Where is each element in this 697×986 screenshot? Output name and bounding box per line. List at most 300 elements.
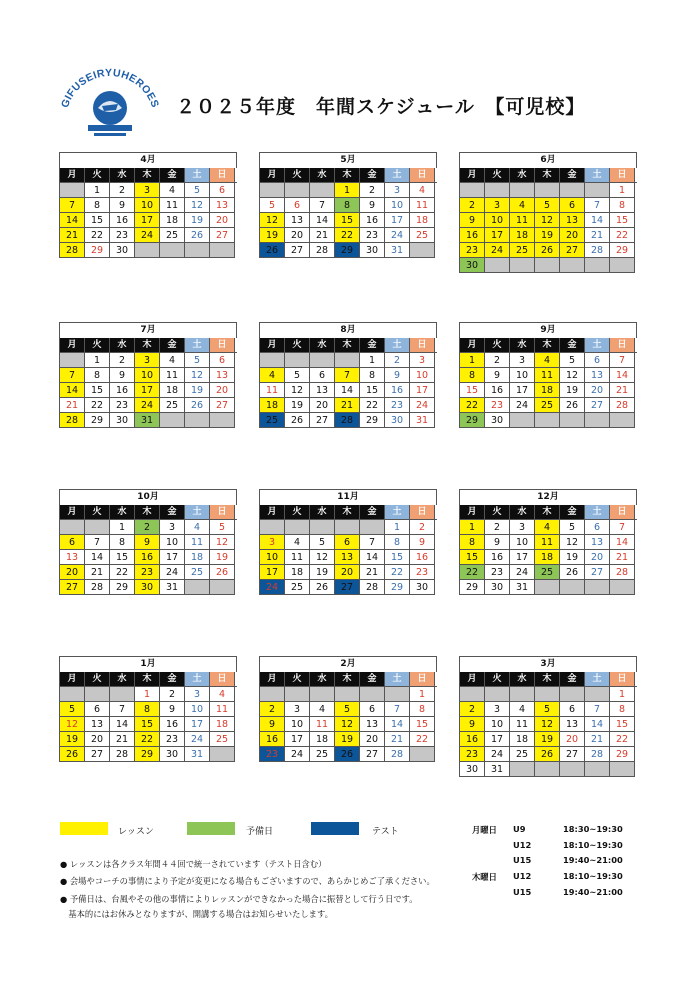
day-cell: 18	[410, 213, 435, 228]
day-cell: 22	[460, 565, 485, 580]
weekday-label: 月	[60, 672, 85, 686]
day-cell: 6	[310, 368, 335, 383]
weekday-label: 木	[535, 505, 560, 519]
day-cell: 26	[310, 580, 335, 595]
day-cell: 4	[210, 687, 235, 702]
month-title: 12月	[459, 489, 637, 505]
day-cell: 28	[610, 565, 635, 580]
weekday-label: 月	[260, 672, 285, 686]
day-cell: 12	[260, 213, 285, 228]
day-cell: 21	[585, 228, 610, 243]
weekday-label: 火	[285, 505, 310, 519]
empty-cell	[560, 687, 585, 702]
weekday-header	[459, 672, 637, 686]
day-cell: 1	[410, 687, 435, 702]
day-cell: 17	[160, 550, 185, 565]
day-cell: 29	[85, 413, 110, 428]
day-cell: 13	[285, 213, 310, 228]
day-cell: 20	[85, 732, 110, 747]
month-title: 7月	[59, 322, 237, 338]
day-cell: 19	[210, 550, 235, 565]
day-cell: 9	[360, 198, 385, 213]
day-cell: 12	[60, 717, 85, 732]
day-cell: 3	[485, 198, 510, 213]
day-cell: 7	[610, 520, 635, 535]
empty-cell	[410, 747, 435, 762]
weekday-label: 木	[335, 338, 360, 352]
empty-cell	[360, 520, 385, 535]
day-cell: 26	[260, 243, 285, 258]
day-cell: 23	[360, 228, 385, 243]
day-cell: 3	[185, 687, 210, 702]
empty-cell	[185, 580, 210, 595]
empty-cell	[610, 258, 635, 273]
day-cell: 17	[410, 383, 435, 398]
day-cell: 27	[335, 580, 360, 595]
day-cell: 28	[610, 398, 635, 413]
day-cell: 23	[110, 228, 135, 243]
note-line: ● 予備日は、台風やその他の事情によりレッスンができなかった場合に振替として行う日です。	[60, 894, 418, 904]
day-cell: 12	[310, 550, 335, 565]
day-cell: 30	[485, 413, 510, 428]
empty-cell	[535, 258, 560, 273]
day-cell: 2	[460, 198, 485, 213]
day-cell: 26	[535, 747, 560, 762]
day-cell: 12	[535, 213, 560, 228]
day-cell: 30	[110, 413, 135, 428]
day-cell: 2	[385, 353, 410, 368]
day-cell: 13	[560, 213, 585, 228]
day-cell: 5	[210, 520, 235, 535]
month-calendar	[59, 322, 237, 428]
day-cell: 10	[510, 368, 535, 383]
day-cell: 18	[535, 550, 560, 565]
day-cell: 22	[135, 732, 160, 747]
day-cell: 26	[185, 398, 210, 413]
day-cell: 6	[60, 535, 85, 550]
day-cell: 16	[410, 550, 435, 565]
day-cell: 11	[410, 198, 435, 213]
day-cell: 21	[385, 732, 410, 747]
day-cell: 24	[185, 732, 210, 747]
day-cell: 1	[385, 520, 410, 535]
day-cell: 27	[210, 228, 235, 243]
day-cell: 13	[210, 198, 235, 213]
day-cell: 23	[460, 747, 485, 762]
day-cell: 24	[385, 228, 410, 243]
day-cell: 14	[610, 535, 635, 550]
day-cell: 21	[610, 383, 635, 398]
day-cell: 13	[310, 383, 335, 398]
weekday-label: 金	[560, 505, 585, 519]
month-title: 10月	[59, 489, 237, 505]
day-cell: 19	[285, 398, 310, 413]
logo-text: GIFUSEIRYUHEROES	[58, 66, 162, 110]
day-cell: 30	[385, 413, 410, 428]
day-cell: 17	[135, 213, 160, 228]
day-cell: 13	[210, 368, 235, 383]
day-cell: 25	[260, 413, 285, 428]
day-cell: 18	[160, 383, 185, 398]
day-cell: 7	[610, 353, 635, 368]
weekday-label: 木	[135, 168, 160, 182]
weekday-header	[59, 168, 237, 182]
day-cell: 10	[160, 535, 185, 550]
weekday-label: 金	[160, 672, 185, 686]
day-cell: 2	[460, 702, 485, 717]
day-cell: 6	[85, 702, 110, 717]
day-cell: 2	[135, 520, 160, 535]
weekday-label: 月	[60, 338, 85, 352]
day-cell: 24	[285, 747, 310, 762]
day-cell: 11	[510, 213, 535, 228]
empty-cell	[335, 520, 360, 535]
weekday-label: 水	[310, 505, 335, 519]
day-cell: 29	[335, 243, 360, 258]
weekday-label: 水	[310, 168, 335, 182]
month-calendar	[259, 489, 437, 595]
empty-cell	[285, 520, 310, 535]
weekday-label: 火	[485, 338, 510, 352]
weekday-label: 日	[610, 338, 635, 352]
day-cell: 16	[485, 550, 510, 565]
day-cell: 13	[335, 550, 360, 565]
day-cell: 3	[260, 535, 285, 550]
day-cell: 17	[485, 228, 510, 243]
weekday-label: 土	[185, 672, 210, 686]
day-cell: 19	[185, 213, 210, 228]
schedule-class: U12	[513, 871, 532, 881]
day-cell: 23	[485, 398, 510, 413]
day-cell: 19	[185, 383, 210, 398]
day-grid	[259, 519, 437, 595]
empty-cell	[560, 413, 585, 428]
day-cell: 5	[535, 702, 560, 717]
month-calendar	[259, 656, 437, 762]
day-cell: 29	[85, 243, 110, 258]
empty-cell	[60, 183, 85, 198]
day-cell: 20	[560, 228, 585, 243]
day-grid	[259, 686, 437, 762]
day-cell: 16	[460, 228, 485, 243]
day-cell: 20	[285, 228, 310, 243]
legend-test-label: テスト	[372, 827, 399, 837]
weekday-label: 木	[535, 168, 560, 182]
day-cell: 19	[560, 550, 585, 565]
empty-cell	[260, 353, 285, 368]
weekday-label: 木	[335, 505, 360, 519]
day-cell: 5	[60, 702, 85, 717]
day-cell: 10	[410, 368, 435, 383]
empty-cell	[260, 183, 285, 198]
day-grid	[459, 352, 637, 428]
day-cell: 20	[585, 383, 610, 398]
day-cell: 14	[385, 717, 410, 732]
day-cell: 1	[610, 687, 635, 702]
weekday-label: 火	[285, 338, 310, 352]
weekday-label: 土	[385, 168, 410, 182]
day-cell: 31	[185, 747, 210, 762]
day-cell: 22	[110, 565, 135, 580]
day-cell: 28	[585, 243, 610, 258]
empty-cell	[335, 687, 360, 702]
weekday-label: 金	[360, 505, 385, 519]
day-cell: 24	[260, 580, 285, 595]
day-cell: 21	[60, 398, 85, 413]
day-cell: 24	[135, 228, 160, 243]
weekday-label: 土	[385, 672, 410, 686]
day-cell: 8	[335, 198, 360, 213]
day-cell: 24	[160, 565, 185, 580]
day-cell: 27	[360, 747, 385, 762]
empty-cell	[135, 243, 160, 258]
day-cell: 11	[535, 535, 560, 550]
weekday-header	[59, 672, 237, 686]
weekday-label: 土	[385, 338, 410, 352]
day-cell: 27	[310, 413, 335, 428]
day-cell: 27	[585, 398, 610, 413]
month-calendar	[459, 489, 637, 595]
weekday-label: 金	[360, 168, 385, 182]
empty-cell	[210, 747, 235, 762]
weekday-label: 木	[135, 505, 160, 519]
weekday-header	[59, 505, 237, 519]
schedule-time: 18:10~19:30	[563, 871, 623, 881]
day-cell: 15	[460, 550, 485, 565]
day-cell: 19	[60, 732, 85, 747]
day-cell: 4	[160, 353, 185, 368]
day-cell: 27	[560, 747, 585, 762]
day-cell: 2	[160, 687, 185, 702]
day-cell: 9	[485, 535, 510, 550]
day-cell: 23	[410, 565, 435, 580]
day-cell: 25	[210, 732, 235, 747]
empty-cell	[260, 520, 285, 535]
weekday-label: 木	[135, 672, 160, 686]
day-cell: 14	[585, 213, 610, 228]
day-cell: 15	[85, 383, 110, 398]
weekday-label: 金	[160, 505, 185, 519]
month-calendar	[59, 152, 237, 258]
weekday-header	[459, 338, 637, 352]
day-cell: 18	[185, 550, 210, 565]
day-cell: 2	[360, 183, 385, 198]
month-calendar	[59, 489, 237, 595]
schedule-time: 18:30~19:30	[563, 824, 623, 834]
note-line: ● 会場やコーチの事情により予定が変更になる場合もございますので、あらかじめご了承ください。	[60, 875, 435, 886]
empty-cell	[385, 687, 410, 702]
weekday-label: 金	[560, 338, 585, 352]
day-cell: 11	[285, 550, 310, 565]
day-cell: 12	[185, 368, 210, 383]
weekday-label: 土	[585, 338, 610, 352]
empty-cell	[560, 580, 585, 595]
day-cell: 11	[160, 368, 185, 383]
weekday-label: 日	[210, 168, 235, 182]
weekday-label: 土	[185, 505, 210, 519]
empty-cell	[160, 413, 185, 428]
day-cell: 25	[535, 398, 560, 413]
weekday-label: 土	[385, 505, 410, 519]
day-cell: 26	[285, 413, 310, 428]
weekday-label: 金	[560, 672, 585, 686]
day-grid	[259, 352, 437, 428]
weekday-label: 水	[510, 505, 535, 519]
day-cell: 28	[585, 747, 610, 762]
day-cell: 13	[85, 717, 110, 732]
day-cell: 19	[535, 732, 560, 747]
schedule-time: 19:40~21:00	[563, 887, 623, 897]
empty-cell	[85, 687, 110, 702]
day-cell: 23	[260, 747, 285, 762]
day-cell: 26	[535, 243, 560, 258]
day-cell: 23	[135, 565, 160, 580]
day-cell: 7	[335, 368, 360, 383]
empty-cell	[585, 258, 610, 273]
day-cell: 2	[110, 183, 135, 198]
empty-cell	[210, 580, 235, 595]
day-cell: 7	[110, 702, 135, 717]
weekday-label: 水	[310, 672, 335, 686]
empty-cell	[410, 243, 435, 258]
weekday-label: 土	[185, 338, 210, 352]
day-cell: 19	[535, 228, 560, 243]
empty-cell	[485, 183, 510, 198]
note-line: 基本的にはお休みとなりますが、開講する場合はお知らせいたします。	[60, 908, 333, 919]
day-cell: 3	[510, 353, 535, 368]
day-cell: 14	[310, 213, 335, 228]
empty-cell	[510, 762, 535, 777]
day-cell: 4	[510, 198, 535, 213]
empty-cell	[535, 762, 560, 777]
day-cell: 5	[560, 353, 585, 368]
day-cell: 30	[110, 243, 135, 258]
day-cell: 11	[185, 535, 210, 550]
empty-cell	[310, 520, 335, 535]
day-cell: 16	[360, 213, 385, 228]
schedule-day: 月曜日	[472, 825, 497, 835]
day-cell: 4	[535, 353, 560, 368]
weekday-label: 木	[535, 672, 560, 686]
day-cell: 8	[135, 702, 160, 717]
day-cell: 17	[385, 213, 410, 228]
day-cell: 10	[485, 213, 510, 228]
day-cell: 3	[385, 183, 410, 198]
day-cell: 21	[310, 228, 335, 243]
weekday-label: 水	[510, 672, 535, 686]
empty-cell	[535, 183, 560, 198]
notes	[60, 856, 435, 920]
day-cell: 22	[610, 732, 635, 747]
day-cell: 27	[560, 243, 585, 258]
day-cell: 14	[610, 368, 635, 383]
day-cell: 8	[460, 368, 485, 383]
weekday-label: 月	[60, 505, 85, 519]
schedule-class: U12	[513, 840, 532, 850]
day-grid	[59, 519, 237, 595]
weekday-label: 日	[410, 338, 435, 352]
weekday-label: 火	[85, 505, 110, 519]
day-cell: 4	[260, 368, 285, 383]
day-cell: 26	[560, 398, 585, 413]
day-cell: 21	[60, 228, 85, 243]
day-cell: 22	[335, 228, 360, 243]
weekday-header	[59, 338, 237, 352]
day-cell: 22	[85, 228, 110, 243]
empty-cell	[610, 762, 635, 777]
weekday-label: 土	[585, 168, 610, 182]
day-cell: 15	[410, 717, 435, 732]
day-cell: 29	[610, 747, 635, 762]
weekday-label: 金	[160, 338, 185, 352]
day-cell: 2	[485, 353, 510, 368]
day-cell: 1	[610, 183, 635, 198]
day-cell: 15	[135, 717, 160, 732]
day-cell: 16	[485, 383, 510, 398]
day-cell: 13	[360, 717, 385, 732]
day-cell: 31	[135, 413, 160, 428]
empty-cell	[585, 413, 610, 428]
day-cell: 30	[410, 580, 435, 595]
day-cell: 7	[60, 368, 85, 383]
day-cell: 18	[160, 213, 185, 228]
day-cell: 7	[60, 198, 85, 213]
empty-cell	[310, 687, 335, 702]
weekday-label: 火	[85, 168, 110, 182]
day-cell: 29	[460, 413, 485, 428]
weekday-label: 土	[185, 168, 210, 182]
day-cell: 27	[85, 747, 110, 762]
empty-cell	[460, 687, 485, 702]
day-cell: 29	[360, 413, 385, 428]
day-cell: 18	[510, 228, 535, 243]
month-calendar	[59, 656, 237, 762]
weekday-label: 火	[85, 338, 110, 352]
day-cell: 25	[510, 747, 535, 762]
day-grid	[59, 686, 237, 762]
month-title: 2月	[259, 656, 437, 672]
day-cell: 7	[85, 535, 110, 550]
weekday-label: 金	[360, 672, 385, 686]
day-cell: 31	[385, 243, 410, 258]
day-cell: 28	[360, 580, 385, 595]
day-cell: 24	[135, 398, 160, 413]
day-cell: 14	[85, 550, 110, 565]
day-cell: 16	[385, 383, 410, 398]
month-title: 4月	[59, 152, 237, 168]
day-cell: 11	[535, 368, 560, 383]
weekday-label: 水	[110, 505, 135, 519]
day-cell: 8	[110, 535, 135, 550]
empty-cell	[585, 580, 610, 595]
weekday-label: 日	[610, 168, 635, 182]
day-cell: 28	[60, 413, 85, 428]
day-cell: 11	[260, 383, 285, 398]
day-cell: 8	[610, 198, 635, 213]
day-cell: 29	[460, 580, 485, 595]
weekday-label: 金	[560, 168, 585, 182]
day-cell: 27	[210, 398, 235, 413]
weekday-label: 日	[410, 168, 435, 182]
day-cell: 1	[85, 353, 110, 368]
day-cell: 6	[335, 535, 360, 550]
day-grid	[459, 182, 637, 273]
weekday-label: 日	[210, 505, 235, 519]
day-cell: 6	[285, 198, 310, 213]
month-title: 9月	[459, 322, 637, 338]
day-cell: 21	[110, 732, 135, 747]
day-cell: 11	[310, 717, 335, 732]
